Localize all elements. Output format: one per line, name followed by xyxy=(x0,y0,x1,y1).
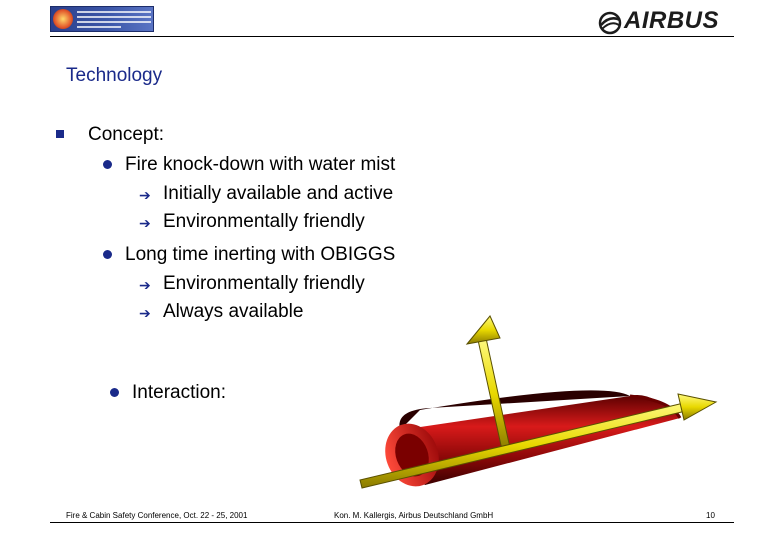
conference-logo xyxy=(50,6,154,32)
seal-icon xyxy=(53,9,73,29)
fuel-tank-cross-section-diagram-icon xyxy=(350,310,730,510)
square-bullet-icon xyxy=(56,130,64,138)
subitem-label: Always available xyxy=(163,301,304,322)
subitem-label: Initially available and active xyxy=(163,183,394,204)
logo-text-lines xyxy=(77,11,151,31)
airbus-logo xyxy=(598,7,734,36)
arrow-bullet-icon: ➔ xyxy=(139,277,151,293)
concept-label: Concept: xyxy=(88,124,165,145)
subitem-label: Environmentally friendly xyxy=(163,211,365,232)
round-bullet-icon xyxy=(103,160,112,169)
item-label: Fire knock-down with water mist xyxy=(125,154,396,175)
page-number: 10 xyxy=(706,511,715,520)
footer-author: Kon. M. Kallergis, Airbus Deutschland GmbH xyxy=(334,511,494,520)
arrow-bullet-icon: ➔ xyxy=(139,305,151,321)
brand-name: AIRBUS xyxy=(624,7,720,34)
airbus-swirl-icon xyxy=(598,11,624,35)
interaction-label: Interaction: xyxy=(132,382,226,403)
subitem-label: Environmentally friendly xyxy=(163,273,365,294)
item-label: Long time inerting with OBIGGS xyxy=(125,244,396,265)
footer-conference: Fire & Cabin Safety Conference, Oct. 22 - 25, 2001 xyxy=(66,511,248,520)
arrow-bullet-icon: ➔ xyxy=(139,215,151,231)
round-bullet-icon xyxy=(103,250,112,259)
header-divider xyxy=(50,36,734,37)
footer-divider xyxy=(50,522,734,523)
arrow-bullet-icon: ➔ xyxy=(139,187,151,203)
round-bullet-icon xyxy=(110,388,119,397)
slide-title: Technology xyxy=(66,65,163,86)
